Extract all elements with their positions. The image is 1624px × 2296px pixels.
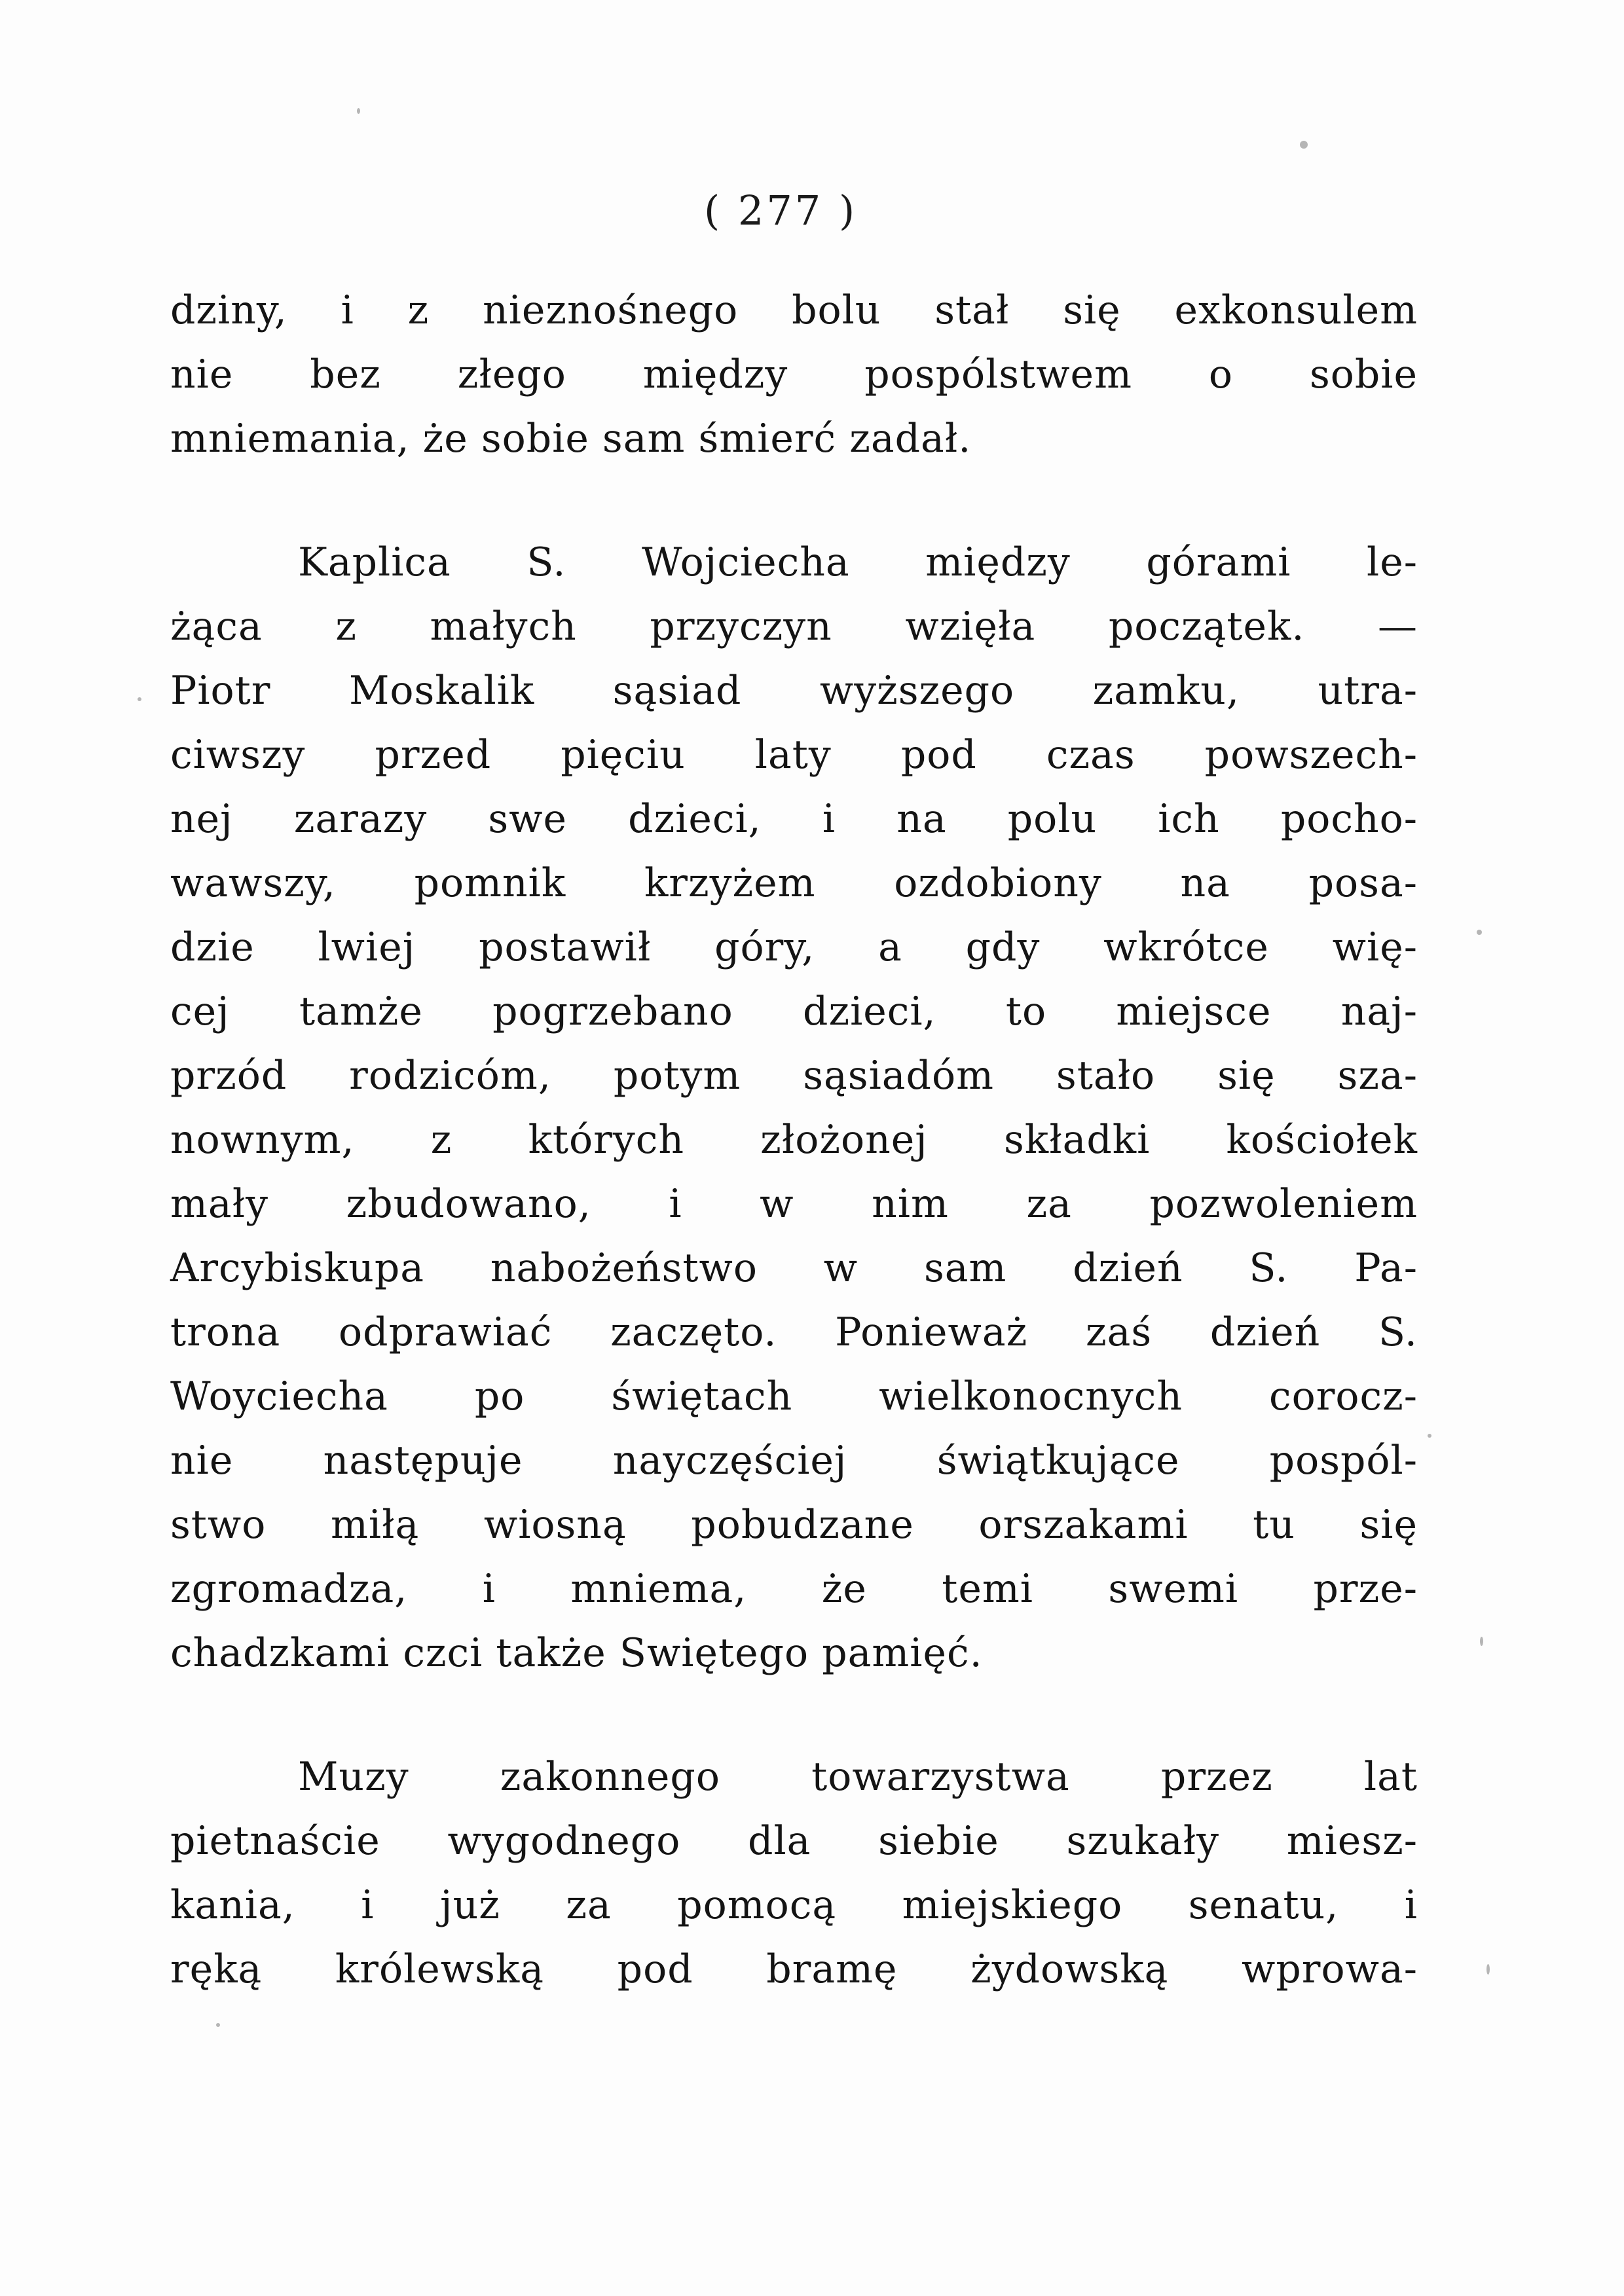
text-line: nie bez złego między pospólstwem o sobie <box>170 352 1418 397</box>
paragraph-3 <box>170 1745 1418 2001</box>
text-line: Arcybiskupa nabożeństwo w sam dzień S. Pa- <box>170 1245 1418 1291</box>
text-line: nownym, z których złożonej składki kościołek <box>170 1117 1418 1163</box>
text-line: stwo miłą wiosną pobudzane orszakami tu się <box>170 1502 1418 1548</box>
scan-speck <box>216 2023 220 2027</box>
text-line: Woyciecha po świętach wielkonocnych corocz- <box>170 1374 1418 1419</box>
scan-speck <box>1477 930 1482 935</box>
text-line: ciwszy przed pięciu laty pod czas powszech- <box>170 732 1418 778</box>
paragraph-2 <box>170 530 1418 1685</box>
text-line: zgromadza, i mniema, że temi swemi prze- <box>170 1566 1418 1612</box>
scan-speck <box>1428 1434 1431 1438</box>
text-line: trona odprawiać zaczęto. Ponieważ zaś dzień S. <box>170 1309 1418 1355</box>
text-line: chadzkami czci także Swiętego pamięć. <box>170 1630 983 1676</box>
text-line: Piotr Moskalik sąsiad wyższego zamku, utra- <box>170 668 1418 714</box>
text-line: nie następuje nayczęściej świątkujące pospól- <box>170 1438 1418 1484</box>
text-line: dzie lwiej postawił góry, a gdy wkrótce wię- <box>170 924 1418 970</box>
scan-speck <box>1300 141 1308 149</box>
text-line: wawszy, pomnik krzyżem ozdobiony na posa- <box>170 860 1418 906</box>
scan-speck <box>1480 1637 1483 1646</box>
text-line: dziny, i z nieznośnego bolu stał się exkonsulem <box>170 287 1418 333</box>
text-line: pietnaście wygodnego dla siebie szukały miesz- <box>170 1818 1418 1864</box>
scan-speck <box>138 697 141 701</box>
text-line: Kaplica S. Wojciecha między górami le- <box>298 539 1418 585</box>
text-line: mniemania, że sobie sam śmierć zadał. <box>170 416 972 462</box>
text-line: żąca z małych przyczyn wzięła początek. — <box>170 604 1418 649</box>
text-line: ręką królewską pod bramę żydowską wprowa- <box>170 1946 1418 1992</box>
text-line: kania, i już za pomocą miejskiego senatu, i <box>170 1882 1418 1928</box>
text-line: nej zarazy swe dzieci, i na polu ich pocho- <box>170 796 1418 842</box>
page-number: ( 277 ) <box>704 187 858 234</box>
text-line: przód rodzicóm, potym sąsiadóm stało się sza- <box>170 1053 1418 1099</box>
scan-speck <box>357 108 360 114</box>
text-line: mały zbudowano, i w nim za pozwoleniem <box>170 1181 1418 1227</box>
scan-speck <box>1486 1964 1490 1975</box>
text-line: Muzy zakonnego towarzystwa przez lat <box>298 1754 1418 1800</box>
paragraph-1 <box>170 278 1418 471</box>
text-line: cej tamże pogrzebano dzieci, to miejsce naj- <box>170 989 1418 1034</box>
